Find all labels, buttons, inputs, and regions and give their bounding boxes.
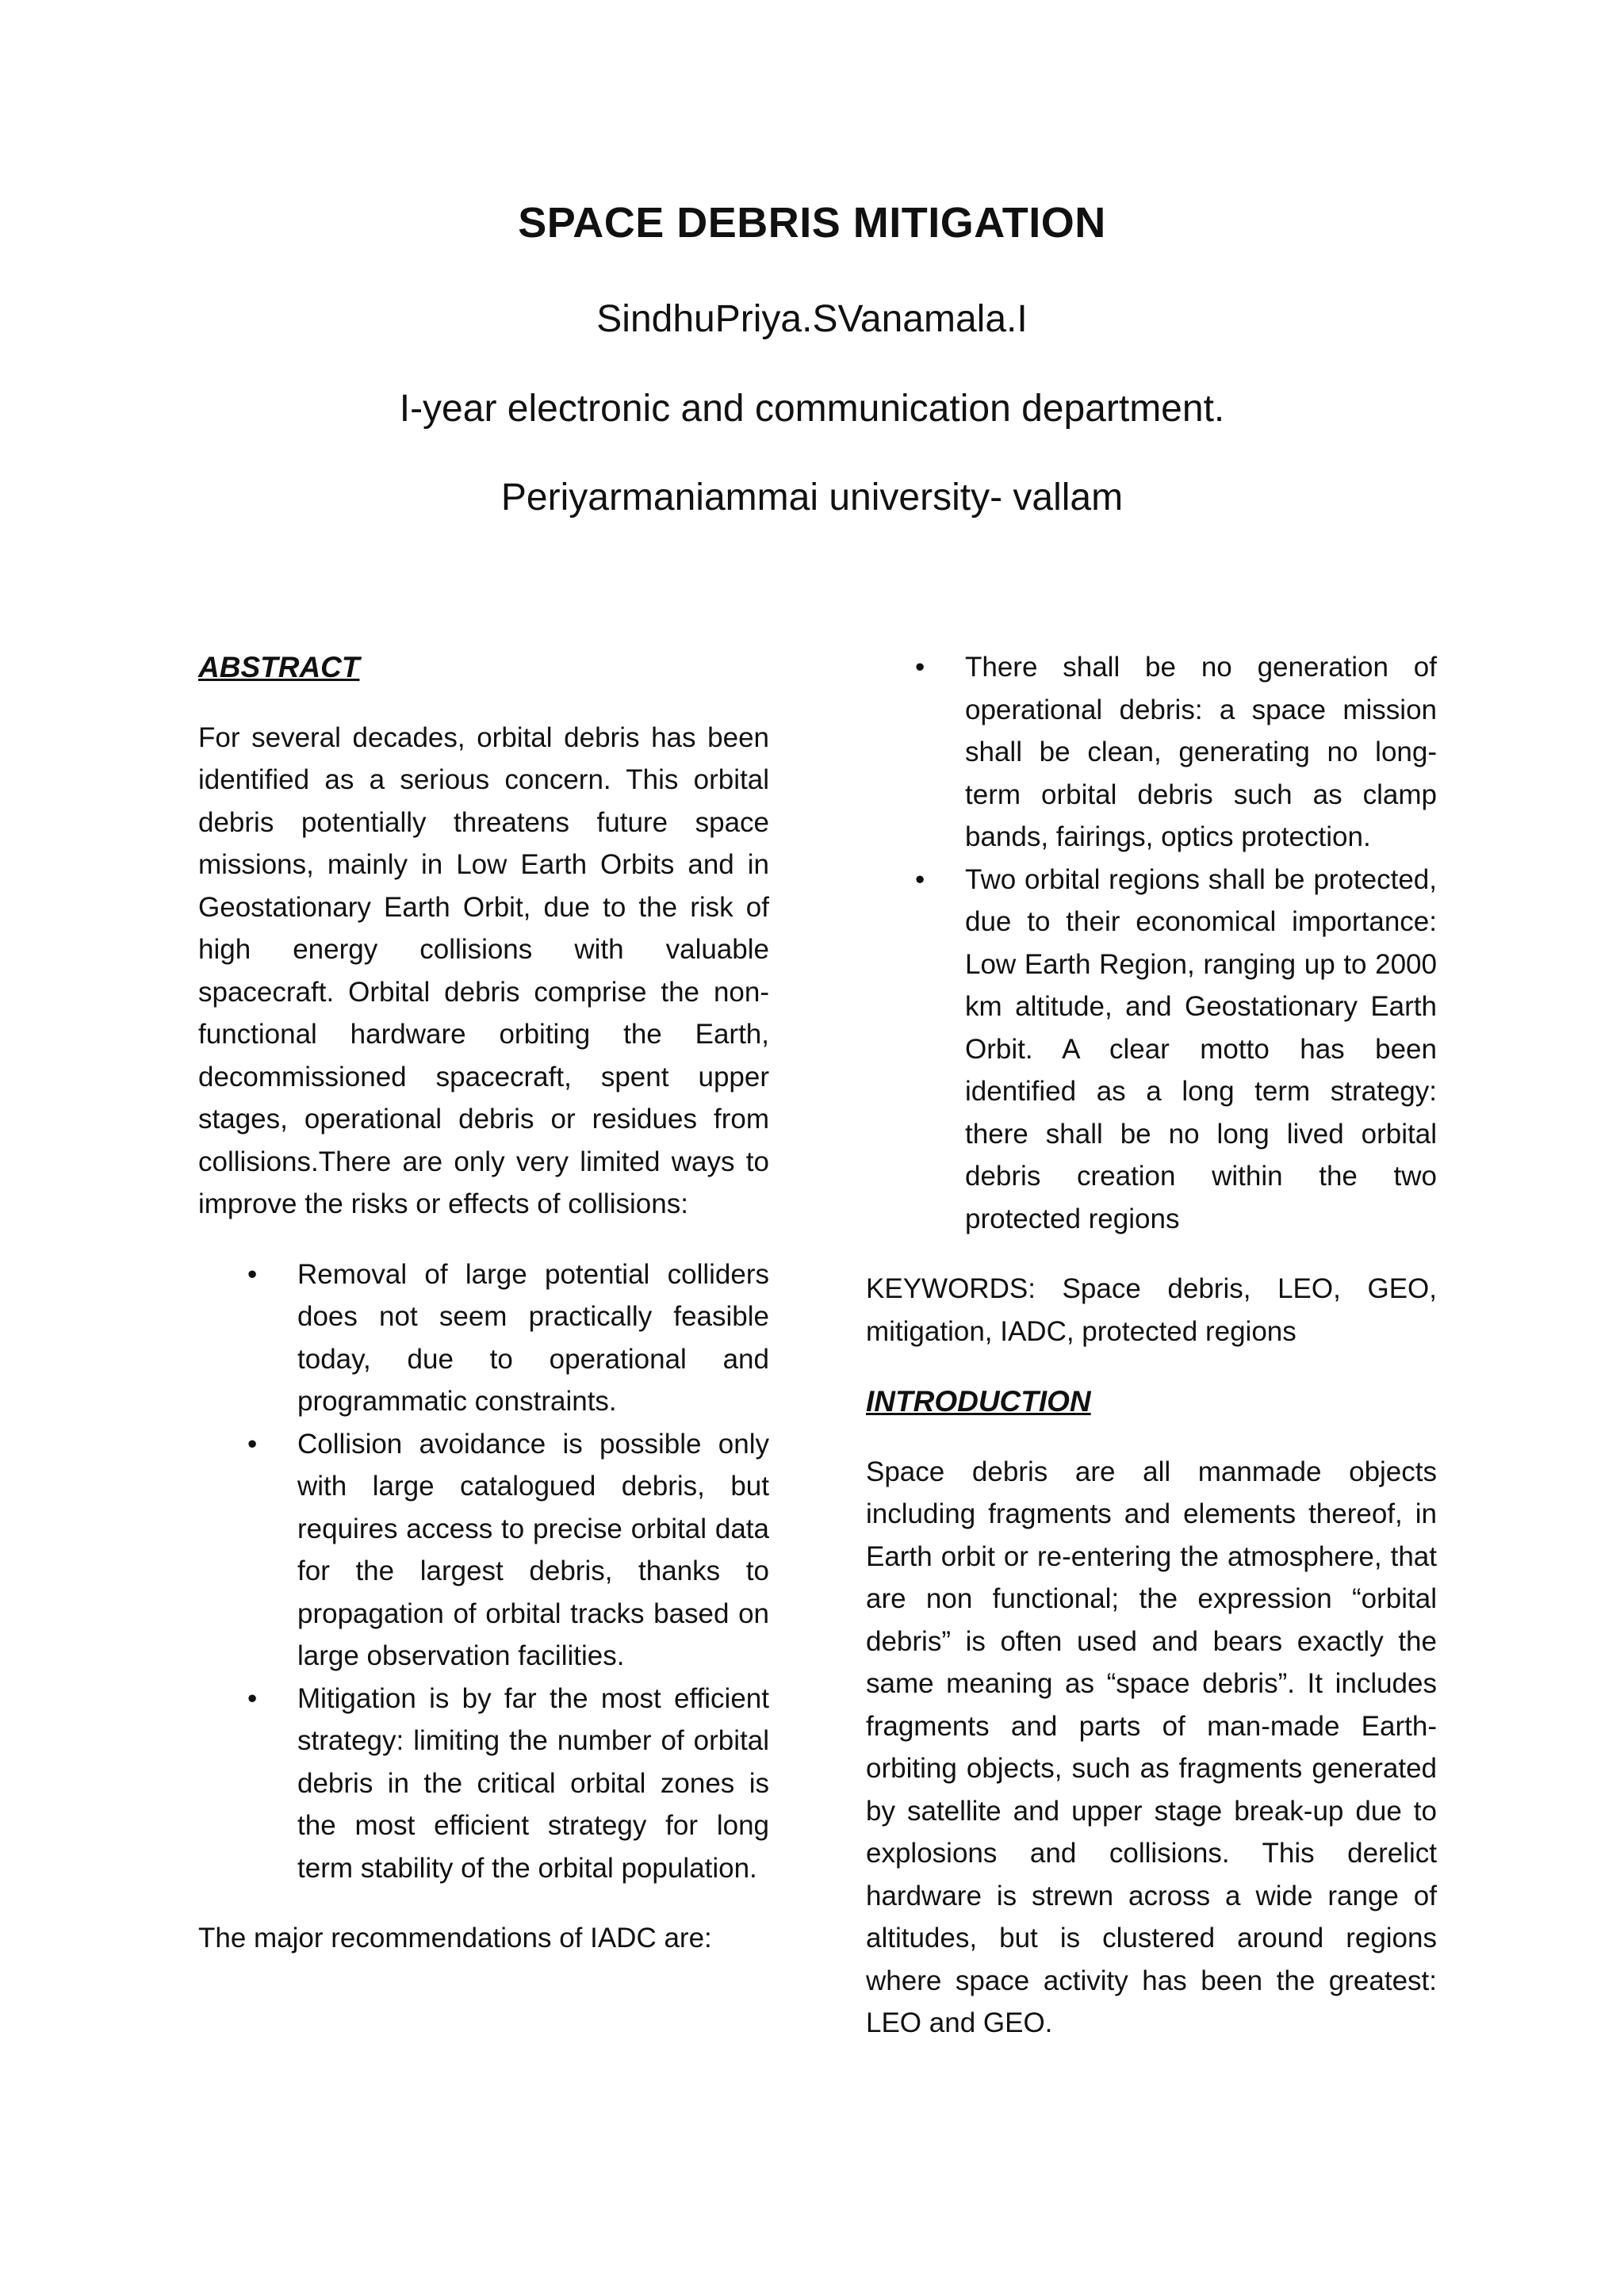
list-item bbox=[198, 1253, 769, 1423]
bullet-icon: • bbox=[915, 863, 925, 895]
introduction-paragraph: Space debris are all manmade objects including fragments and elements thereof, in Earth orbit or re-entering the atmosphere, that are non functional; the expression “orbital debris” is often used and bears exactly the same meaning as “space debris”. It includes fragments and parts of man-made Earth-orbiting objects, such as fragments generated by satellite and upper stage break-up due to explosions and collisions. This derelict hardware is strewn across a wide range of altitudes, but is clustered around regions where space activity has been the greatest: LEO and GEO. bbox=[866, 1456, 1437, 2038]
recommendations-intro: The major recommendations of IADC are: bbox=[198, 1923, 712, 1954]
abstract-heading: ABSTRACT bbox=[198, 651, 360, 683]
keywords-line: KEYWORDS: Space debris, LEO, GEO, mitigation, IADC, protected regions bbox=[866, 1273, 1437, 1347]
page-title: SPACE DEBRIS MITIGATION bbox=[518, 199, 1106, 247]
abstract-paragraph: For several decades, orbital debris has been identified as a serious concern. This orbital debris potentially threatens future space missions, mainly in Low Earth Orbits and in Geostationary Earth Orbit, due to the risk of high energy collisions with valuable spacecraft. Orbital debris comprise the non-functional hardware orbiting the Earth, decommissioned spacecraft, spent upper stages, operational debris or residues from collisions.There are only very limited ways to improve the risks or effects of collisions: bbox=[198, 721, 769, 1219]
university-line: Periyarmaniammai university- vallam bbox=[500, 476, 1124, 519]
recommendations-bullet-list bbox=[866, 646, 1437, 1240]
right-column bbox=[866, 646, 1437, 2072]
list-item-text: Collision avoidance is possible only with large catalogued debris, but requires access to precise orbital data for the largest debris, thanks to propagation of orbital tracks based on large observation facilities. bbox=[297, 1428, 769, 1671]
bullet-icon: • bbox=[915, 652, 925, 683]
author-line: SindhuPriya.SVanamala.I bbox=[596, 298, 1028, 340]
left-column bbox=[198, 646, 769, 1988]
bullet-icon: • bbox=[247, 1428, 258, 1460]
abstract-bullet-list bbox=[198, 1253, 769, 1890]
list-item bbox=[866, 859, 1437, 1241]
department-line: I-year electronic and communication department. bbox=[399, 388, 1225, 430]
bullet-icon: • bbox=[247, 1258, 258, 1290]
list-item bbox=[198, 1423, 769, 1678]
list-item-text: Two orbital regions shall be protected, due to their economical importance: Low Earth Region, ranging up to 2000 km altitude, and Geostationary Earth Orbit. A clear motto has been identified as a long term strategy: there shall be no long lived orbital debris creation within the two protected regions bbox=[965, 863, 1437, 1234]
list-item bbox=[198, 1678, 769, 1890]
bullet-icon: • bbox=[247, 1682, 258, 1714]
list-item-text: Mitigation is by far the most efficient strategy: limiting the number of orbital debris in the critical orbital zones is the most efficient strategy for long term stability of the orbital population. bbox=[297, 1682, 769, 1884]
list-item-text: Removal of large potential colliders does not seem practically feasible today, due to operational and programmatic constraints. bbox=[297, 1258, 769, 1417]
introduction-heading: INTRODUCTION bbox=[866, 1385, 1091, 1418]
list-item bbox=[866, 646, 1437, 859]
list-item-text: There shall be no generation of operational debris: a space mission shall be clean, generating no long-term orbital debris such as clamp bands, fairings, optics protection. bbox=[965, 652, 1437, 852]
